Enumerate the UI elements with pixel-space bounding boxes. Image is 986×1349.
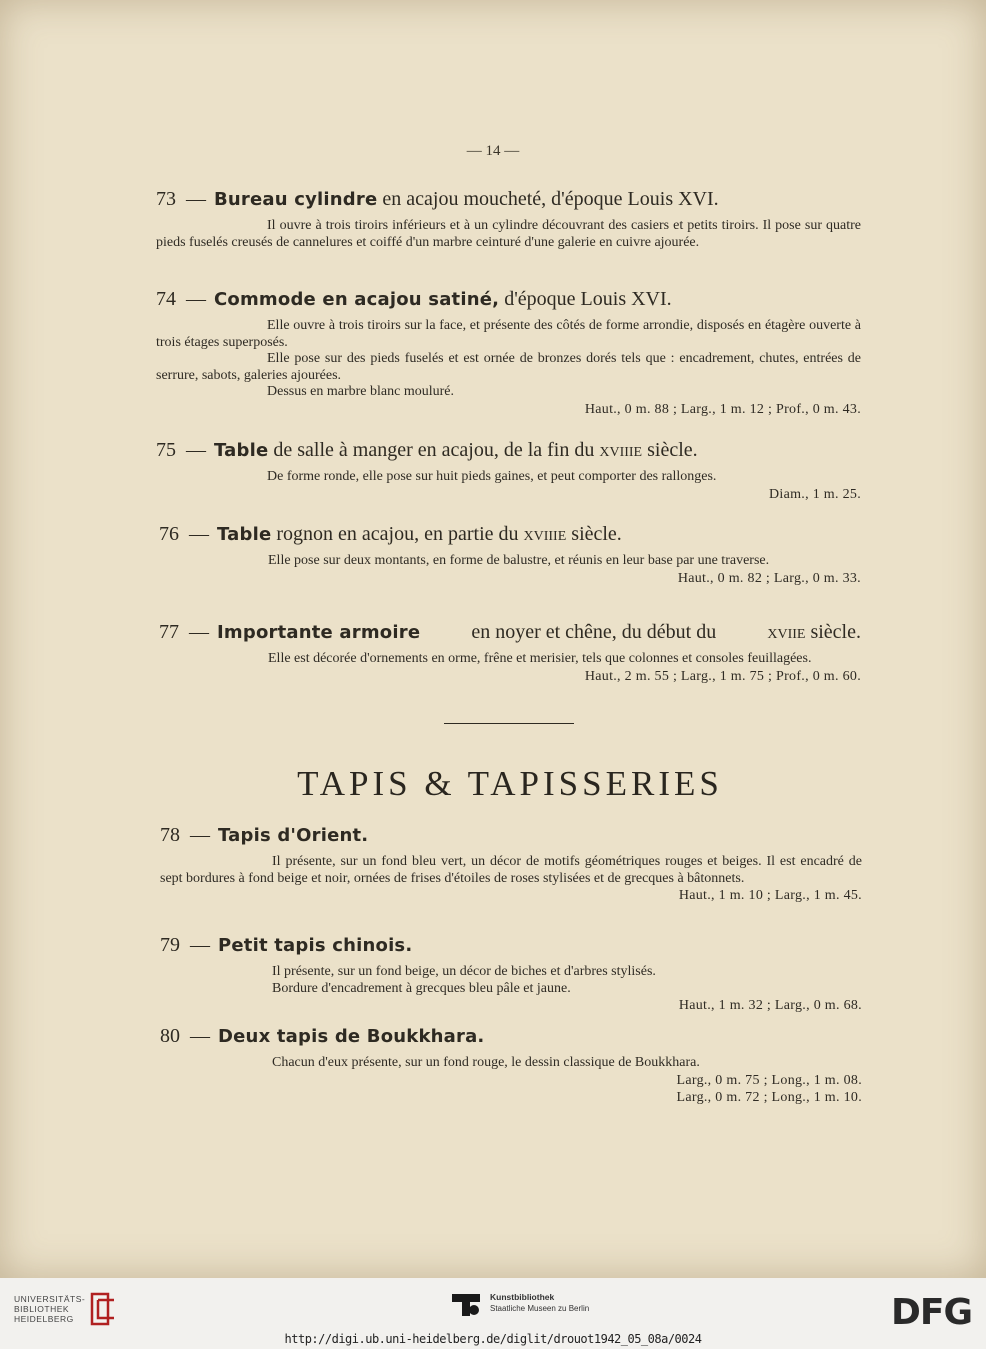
lot-description: Elle pose sur deux montants, en forme de balustre, et réunis en leur base par une traverse. (268, 553, 770, 568)
lot-title: Tapis d'Orient. (218, 825, 369, 846)
lot-dimensions: Haut., 1 m. 10 ; Larg., 1 m. 45. (678, 888, 862, 903)
lot-heading: 74 — Commode en acajou satiné, d'époque Louis XVI. (156, 288, 672, 310)
lot-heading: 80 — Deux tapis de Boukkhara. (160, 1025, 485, 1047)
century: xviiie (523, 523, 567, 545)
lot-subtitle: de salle à manger en acajou, de la fin du (273, 439, 595, 461)
lot-heading: 78 — Tapis d'Orient. (160, 824, 369, 846)
lot-title: Petit tapis chinois. (218, 935, 413, 956)
kunstbibliothek-logo-icon (450, 1290, 484, 1320)
lot-dimensions: Haut., 1 m. 32 ; Larg., 0 m. 68. (678, 998, 862, 1013)
century: xviie (767, 621, 806, 643)
university-library-logo-text: UNIVERSITÄTS- BIBLIOTHEK HEIDELBERG (14, 1294, 86, 1324)
page-number: — 14 — (466, 143, 520, 159)
lot-number: 79 (160, 934, 180, 956)
lot-75 (156, 438, 861, 503)
lot-description: Il présente, sur un fond bleu vert, un décor de motifs géométriques rouges et beiges. Il est encadré de sept bordures à fond beige et noir, ornées de frises d'étoiles de roses stylisées et de grecques à bâtonnets. (160, 854, 862, 886)
lot-heading: 79 — Petit tapis chinois. (160, 934, 413, 956)
lot-number: 73 (156, 188, 176, 210)
lot-title: Importante armoire (217, 622, 421, 643)
lot-73 (156, 187, 861, 251)
lot-number: 78 (160, 824, 180, 846)
lot-number: 75 (156, 439, 176, 461)
lot-dimensions: Haut., 0 m. 88 ; Larg., 1 m. 12 ; Prof., 0 m. 43. (584, 401, 861, 417)
lot-subtitle: en acajou moucheté, d'époque Louis XVI. (382, 188, 719, 210)
lot-title: Table (214, 440, 269, 461)
lot-title: Deux tapis de Boukkhara. (218, 1026, 485, 1047)
section-title: TAPIS & TAPISSERIES (297, 764, 723, 803)
lot-dimensions: Larg., 0 m. 75 ; Long., 1 m. 08. (676, 1072, 862, 1088)
lot-heading: 76 — Table rognon en acajou, en partie du xviiie siècle. (159, 523, 622, 545)
lot-heading: 75 — Table de salle à manger en acajou, de la fin du xviiie siècle. (156, 439, 698, 461)
lot-76 (159, 522, 861, 587)
lot-title: Table (217, 524, 272, 545)
lot-description: Elle ouvre à trois tiroirs sur la face, et présente des côtés de forme arrondie, disposés en étagère ouverte à trois étages superposés. Elle pose sur des pieds fuselés et est ornée de bronzes dorés tels que : encadrement, chutes, entrées de serrure, sabots, galeries ajourées. Dessus en marbre blanc mouluré. (156, 318, 861, 399)
university-logo-icon (88, 1290, 118, 1328)
lot-74 (156, 287, 861, 418)
lot-78 (160, 823, 862, 904)
lot-number: 76 (159, 523, 179, 545)
kunstbibliothek-label: Kunstbibliothek Staatliche Museen zu Berlin (490, 1292, 590, 1313)
source-url-link[interactable]: http://digi.ub.uni-heidelberg.de/diglit/drouot1942_05_08a/0024 (284, 1332, 702, 1346)
lot-dimensions: Haut., 2 m. 55 ; Larg., 1 m. 75 ; Prof., 0 m. 60. (584, 668, 861, 684)
lot-subtitle: rognon en acajou, en partie du (276, 523, 519, 545)
lot-description: Il présente, sur un fond beige, un décor de biches et d'arbres stylisés. Bordure d'encadrement à grecques bleu pâle et jaune. (272, 964, 656, 996)
lot-number: 77 (159, 621, 179, 643)
lot-heading: 77 — Importante armoire en noyer et chêne, du début du xviie siècle. (159, 621, 861, 643)
lot-heading: 73 — Bureau cylindre en acajou moucheté, d'époque Louis XVI. (156, 188, 719, 210)
century: xviiie (599, 439, 643, 461)
lot-79 (160, 933, 862, 1014)
lot-subtitle: d'époque Louis XVI. (504, 288, 672, 310)
lot-80 (160, 1024, 862, 1106)
lot-number: 74 (156, 288, 176, 310)
lot-number: 80 (160, 1025, 180, 1047)
lot-77 (159, 620, 861, 685)
lot-description: Chacun d'eux présente, sur un fond rouge, le dessin classique de Boukkhara. (272, 1055, 700, 1070)
lot-description: Il ouvre à trois tiroirs inférieurs et à un cylindre découvrant des casiers et petits tiroirs. Il pose sur quatre pieds fuselés creusés de cannelures et coiffé d'un marbre ceinturé d'une galerie en cuivre ajourée. (156, 218, 861, 250)
lot-title: Bureau cylindre (214, 189, 378, 210)
lot-title: Commode en acajou satiné, (214, 289, 500, 310)
section-divider (444, 723, 574, 724)
digitization-footer (0, 1278, 986, 1349)
lot-subtitle: en noyer et chêne, du début du (471, 621, 717, 643)
lot-dimensions: Haut., 0 m. 82 ; Larg., 0 m. 33. (677, 570, 861, 586)
lot-description: De forme ronde, elle pose sur huit pieds gaines, et peut comporter des rallonges. (267, 469, 717, 484)
lot-description: Elle est décorée d'ornements en orme, frêne et merisier, tels que colonnes et consoles feuillagées. (268, 651, 812, 666)
lot-dimensions: Larg., 0 m. 72 ; Long., 1 m. 10. (676, 1089, 862, 1105)
lot-dimensions: Diam., 1 m. 25. (769, 486, 861, 502)
dfg-logo: DFG (890, 1292, 972, 1333)
